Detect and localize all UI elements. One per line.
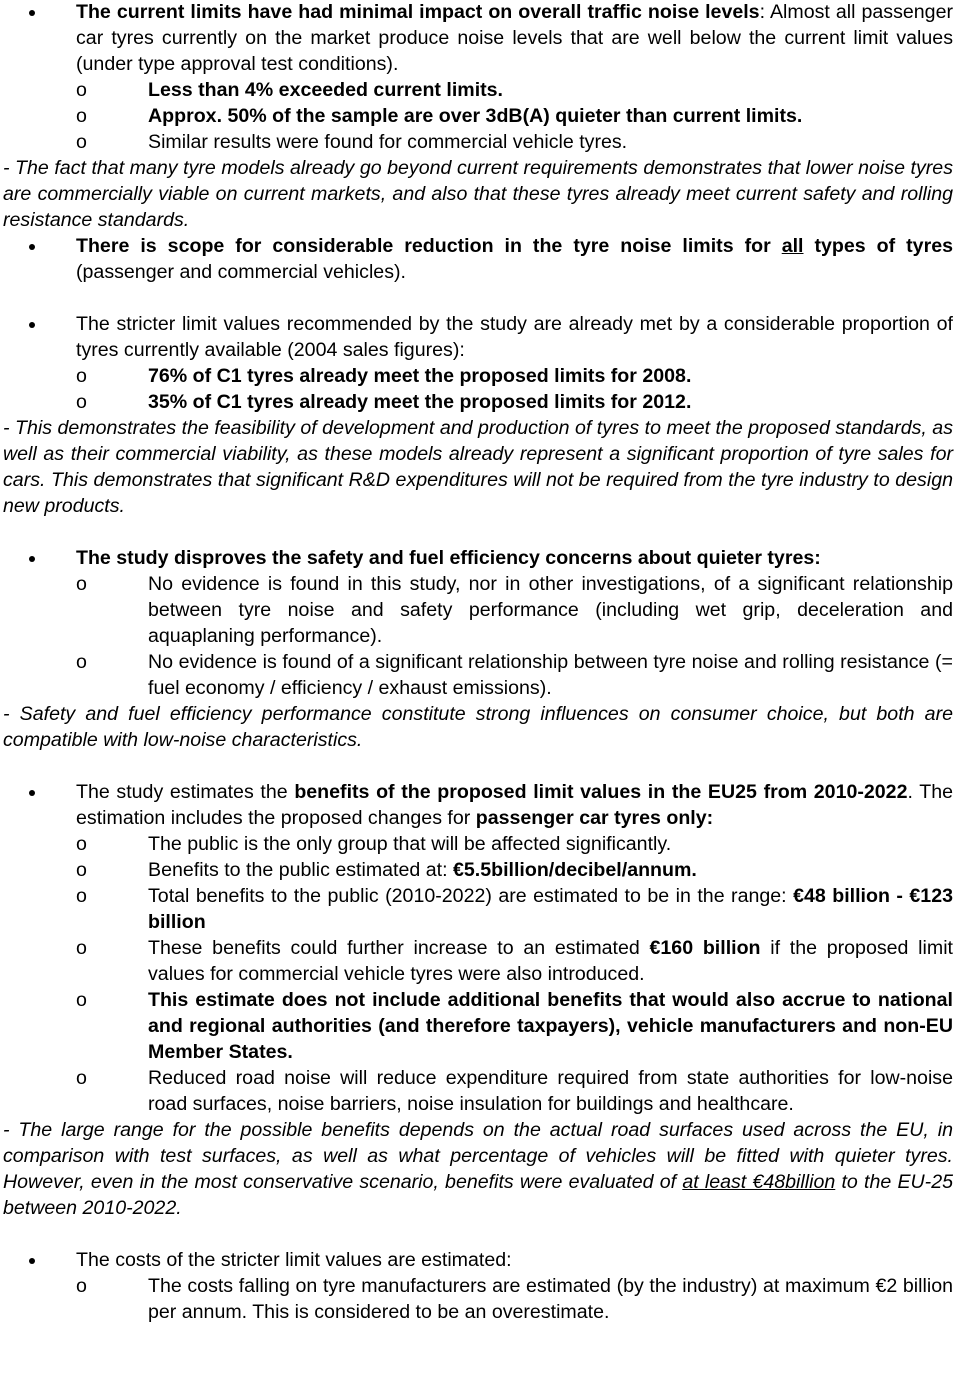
sub-item-text: Similar results were found for commercial vehicle tyres. [148, 131, 628, 153]
bullet-lead-text: (passenger and commercial vehicles). [76, 261, 406, 283]
sub-marker-icon: o [76, 651, 87, 673]
sub-marker-icon: o [76, 391, 87, 413]
sub-item [3, 129, 953, 155]
bullet-emphasis: benefits of the proposed limit values in the EU25 from 2010-2022 [294, 781, 908, 803]
sub-marker-icon: o [76, 105, 87, 127]
italic-note: - Safety and fuel efficiency performance constitute strong influences on consumer choice, but both are compatible with low-noise characteristics. [3, 703, 953, 751]
bullet-lead-bold: The study disproves the safety and fuel efficiency concerns about quieter tyres: [76, 547, 821, 569]
italic-note [3, 1117, 953, 1221]
bullet-scope-reduction [3, 233, 953, 285]
sub-item [3, 389, 953, 415]
bullet-text-cont: . The estimation includes the proposed changes for [76, 781, 953, 829]
sub-item-text: Approx. 50% of the sample are over 3dB(A) quieter than current limits. [148, 105, 803, 127]
bullet-icon [29, 1258, 35, 1264]
italic-note: - This demonstrates the feasibility of development and production of tyres to meet the proposed standards, as well as their commercial viability, as these models already represent a significant proportion of tyre sales for cars. This demonstrates that significant R&D expenditures will not be required from the tyre industry to design new products. [3, 417, 953, 517]
note-text-cont: to the EU-25 between 2010-2022. [3, 1171, 954, 1219]
bullet-current-limits [3, 0, 953, 77]
sub-item-text: Less than 4% exceeded current limits. [148, 79, 504, 101]
sub-marker-icon: o [76, 859, 87, 881]
bullet-emphasis-cont: passenger car tyres only: [475, 807, 714, 829]
sub-item-text: Total benefits to the public (2010-2022) are estimated to be in the range: [148, 885, 794, 907]
italic-note: - The fact that many tyre models already go beyond current requirements demonstrates that lower noise tyres are commercially viable on current markets, and also that these tyres already meet current safety and rolling resistance standards. [3, 157, 953, 231]
sub-item-text-cont: if the proposed limit values for commercial vehicle tyres were also introduced. [148, 937, 953, 985]
sub-marker-icon: o [76, 131, 87, 153]
sub-item [3, 883, 953, 935]
sub-item [3, 103, 953, 129]
bullet-icon [29, 10, 35, 16]
sub-item-emphasis: €48 billion - €123 billion [148, 885, 953, 933]
bullet-stricter-limits [3, 311, 953, 363]
bullet-emphasis: all [781, 235, 804, 257]
bullet-benefits-estimate [3, 779, 953, 831]
sub-marker-icon: o [76, 365, 87, 387]
bullet-icon [29, 244, 35, 250]
sub-item-text: No evidence is found of a significant relationship between tyre noise and rolling resistance (= fuel economy / efficiency / exhaust emissions). [148, 651, 953, 699]
note-emphasis: at least €48billion [682, 1171, 836, 1193]
bullet-safety-concerns [3, 545, 953, 571]
sub-item [3, 571, 953, 649]
bullet-text: The costs of the stricter limit values are estimated: [76, 1249, 512, 1271]
sub-item-text: These benefits could further increase to an estimated [148, 937, 650, 959]
sub-item-text: No evidence is found in this study, nor in other investigations, of a significant relationship between tyre noise and safety performance (including wet grip, deceleration and aquaplaning performance). [148, 573, 953, 647]
sub-item [3, 363, 953, 389]
bullet-lead-bold: There is scope for considerable reduction in the tyre noise limits for [76, 235, 782, 257]
bullet-lead-bold: The current limits have had minimal impact on overall traffic noise levels [76, 1, 760, 23]
sub-marker-icon: o [76, 989, 87, 1011]
sub-item [3, 935, 953, 987]
sub-item-text: Benefits to the public estimated at: [148, 859, 453, 881]
sub-item-text: Reduced road noise will reduce expenditure required from state authorities for low-noise road surfaces, noise barriers, noise insulation for buildings and healthcare. [148, 1067, 953, 1115]
sub-marker-icon: o [76, 1067, 87, 1089]
sub-item-emphasis: €5.5billion/decibel/annum. [452, 859, 697, 881]
sub-item [3, 1273, 953, 1325]
sub-marker-icon: o [76, 79, 87, 101]
sub-marker-icon: o [76, 573, 87, 595]
sub-item [3, 987, 953, 1065]
sub-item [3, 857, 953, 883]
bullet-icon [29, 790, 35, 796]
sub-item [3, 77, 953, 103]
sub-item-text: The public is the only group that will be affected significantly. [148, 833, 672, 855]
bullet-text: The study estimates the [76, 781, 295, 803]
bullet-icon [29, 322, 35, 328]
sub-item-text: 35% of C1 tyres already meet the proposed limits for 2012. [148, 391, 692, 413]
sub-item-text: The costs falling on tyre manufacturers are estimated (by the industry) at maximum €2 billion per annum. This is considered to be an overestimate. [148, 1275, 953, 1323]
note-text: - The large range for the possible benefits depends on the actual road surfaces used across the EU, in comparison with test surfaces, as well as what percentage of vehicles will be fitted with quieter tyres. However, even in the most conservative scenario, benefits were evaluated of [3, 1119, 953, 1193]
sub-item-text: 76% of C1 tyres already meet the proposed limits for 2008. [148, 365, 692, 387]
sub-item-text: This estimate does not include additional benefits that would also accrue to national and regional authorities (and therefore taxpayers), vehicle manufacturers and non-EU Member States. [148, 989, 953, 1063]
bullet-lead-text: : Almost all passenger car tyres currently on the market produce noise levels that are well below the current limit values (under type approval test conditions). [76, 1, 953, 75]
bullet-text: The stricter limit values recommended by the study are already met by a considerable proportion of tyres currently available (2004 sales figures): [76, 313, 953, 361]
bullet-lead-bold-cont: types of tyres [803, 235, 953, 257]
bullet-icon [29, 556, 35, 562]
sub-item-emphasis: €160 billion [649, 937, 761, 959]
sub-marker-icon: o [76, 937, 87, 959]
sub-item [3, 831, 953, 857]
bullet-costs [3, 1247, 953, 1273]
sub-marker-icon: o [76, 1275, 87, 1297]
sub-marker-icon: o [76, 885, 87, 907]
sub-marker-icon: o [76, 833, 87, 855]
sub-item [3, 649, 953, 701]
sub-item [3, 1065, 953, 1117]
document-page [3, 0, 953, 1325]
